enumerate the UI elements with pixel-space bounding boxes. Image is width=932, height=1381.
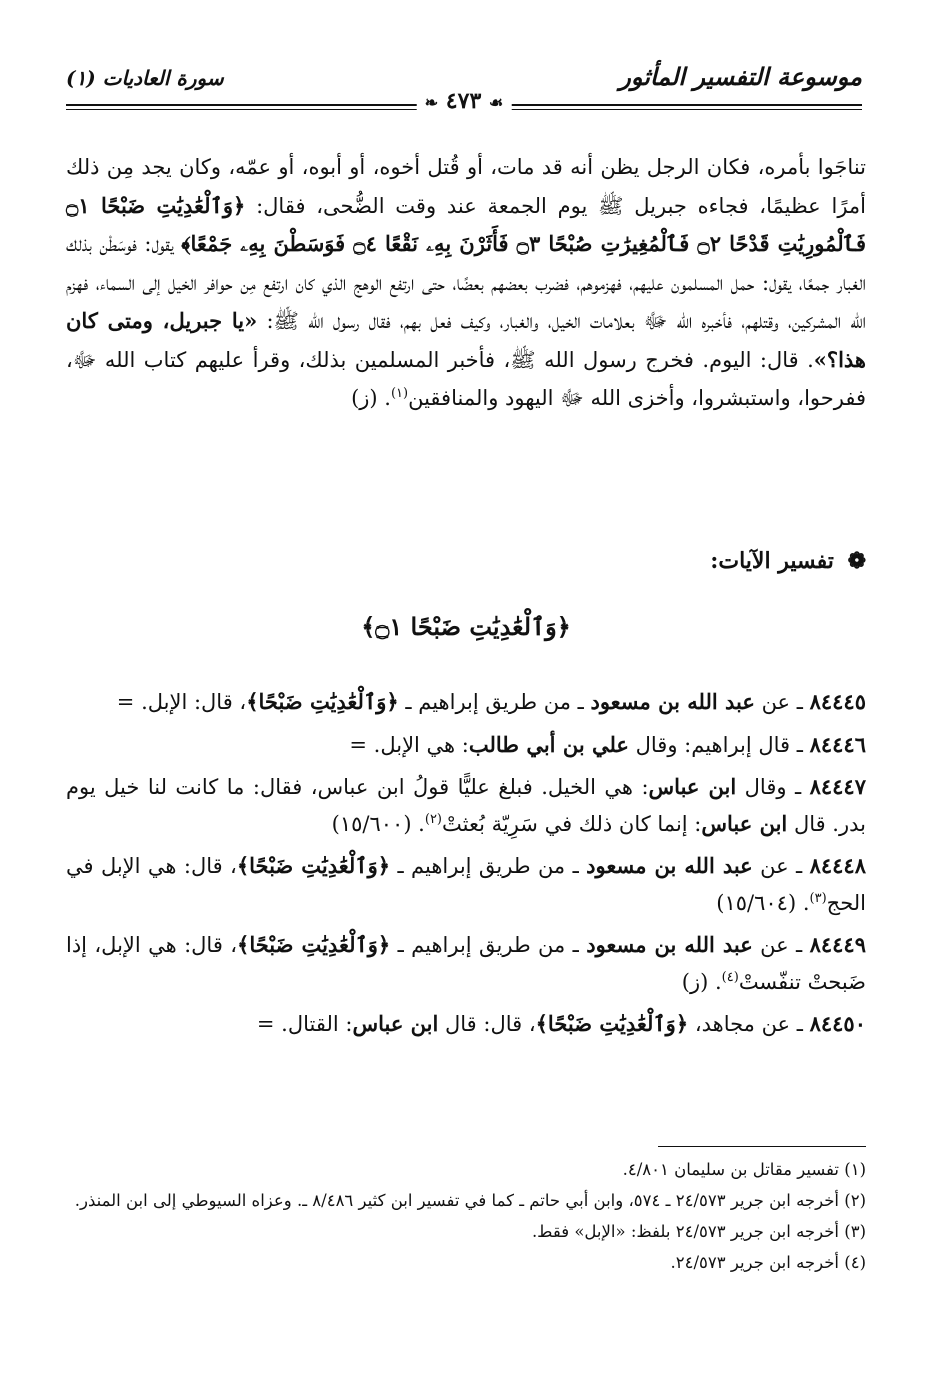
intro-text-1: تناجَوا بأمره، فكان الرجل يظن أنه قد مات، أو قُتل أخوه، أو أبوه، أو عمّه، وكان يجد مِن ذلك أمرًا عظيمًا، فجاءه جبريل ﷺ يوم الجمعة عند وقت الضُّحى، فقال: [66, 155, 866, 218]
footnote: (١) تفسير مقاتل بن سليمان ٤/٨٠١. [622, 1160, 866, 1179]
entry-number: ٨٤٤٤٥ [809, 689, 866, 714]
footnote-ref: (٣) [809, 890, 827, 906]
page-number: ٤٧٣ [445, 88, 482, 114]
prophet-quote: «يا جبريل، ومتى كان هذا؟» [66, 308, 866, 372]
quran-verses: ﴿وَٱلْعَٰدِيَٰتِ ضَبْحًا ۝١ فَٱلْمُورِيَٰتِ قَدْحًا ۝٢ فَٱلْمُغِيرَٰتِ صُبْحًا ۝٣ فَأَثَرْنَ بِهِۦ نَقْعًا ۝٤ فَوَسَطْنَ بِهِۦ جَمْعًا﴾ [66, 192, 866, 256]
entry-text: : إنما كان ذلك في سَرِيّة بُعثتْ [442, 811, 702, 836]
verse-quote: ﴿وَٱلْعَٰدِيَٰتِ ضَبْحًا﴾ [246, 689, 399, 714]
verse-quote: ﴿وَٱلْعَٰدِيَٰتِ ضَبْحًا﴾ [237, 932, 391, 957]
ornament-right-icon: ☙ [488, 93, 504, 112]
intro-text-2: يقول: فوسَطْن بذلك الغبار جمعًا، يقول: حمل المسلمون عليهم، فهزموهم، فضرب بعضهم بعضًا، حتى ارتفع الوهج الذي كان ارتفع مِن حوافر الخيل إلى السماء، فهزم الله المشركين، وقتلهم، فأخبره الله ﷻ بعلامات الخيل، والغبار، وكيف فعل بهم، فقال رسول الله ﷺ: [66, 232, 867, 333]
entry-text: ، قال: قال [438, 1012, 536, 1036]
narrator-name: عبد الله بن مسعود [586, 853, 753, 878]
entry-text: . (١٥/٦٠٤) [716, 890, 810, 915]
footnote: (٣) أخرجه ابن جرير ٢٤/٥٧٣ بلفظ: «الإبل» فقط. [531, 1222, 866, 1241]
entry-text: . (ز) [681, 969, 722, 994]
verse-quote: ﴿وَٱلْعَٰدِيَٰتِ ضَبْحًا﴾ [236, 853, 391, 878]
section-heading [710, 548, 866, 574]
intro-text-3: . قال: اليوم. فخرج رسول الله ﷺ، فأخبر المسلمين بذلك، وقرأ عليهم كتاب الله ﷻ، ففرحوا، واستبشروا، وأخزى الله ﷻ اليهود والمنافقين [66, 347, 866, 410]
footnote-ref: (٤) [721, 969, 739, 985]
footnote-ref: (٢) [424, 811, 442, 827]
entry-text: ـ قال إبراهيم: وقال [628, 732, 810, 757]
book-title: موسوعة التفسير المأثور [619, 62, 862, 91]
ornament-left-icon: ❧ [424, 93, 439, 112]
page-number-box [417, 88, 512, 114]
narrator-name: عبد الله بن مسعود [590, 689, 755, 714]
footnote: (٤) أخرجه ابن جرير ٢٤/٥٧٣. [670, 1253, 866, 1272]
entry-text: . (١٥/٦٠٠) [331, 811, 425, 836]
narrator-name: عبد الله بن مسعود [586, 932, 753, 957]
entry-text: ـ من طريق إبراهيم ـ [390, 933, 587, 957]
entry-text: ـ من طريق إبراهيم ـ [398, 690, 591, 714]
narrator-name: ابن عباس [648, 774, 737, 799]
entry-text: ـ عن مجاهد، [688, 1012, 810, 1036]
entry-text: ـ وقال [736, 775, 810, 799]
entry-number: ٨٤٤٤٦ [809, 731, 866, 757]
entry-number: ٨٤٤٤٨ [809, 853, 866, 878]
list-item [66, 848, 866, 921]
entry-number: ٨٤٤٤٧ [809, 774, 866, 799]
entry-text: ـ عن [752, 854, 810, 878]
narrations-list [66, 684, 866, 1049]
entry-text: ، قال: هي الإبل، إذا ضَبحتْ تنفّستْ [66, 933, 866, 994]
entry-number: ٨٤٤٥٠ [809, 1011, 866, 1036]
list-item [66, 769, 866, 842]
entry-text: ـ عن [754, 690, 810, 714]
page-header [66, 60, 862, 114]
footnote: (٢) أخرجه ابن جرير ٢٤/٥٧٣ ـ ٥٧٤، وابن أبي حاتم ـ كما في تفسير ابن كثير ٨/٤٨٦ ـ. وعزاه السيوطي إلى ابن المنذر. [74, 1191, 866, 1210]
footnotes [66, 1156, 866, 1280]
entry-text: : هي الإبل. = [349, 732, 469, 757]
narrator-name: ابن عباس [701, 810, 788, 836]
narrator-name: ابن عباس [352, 1011, 439, 1036]
list-item [66, 1006, 866, 1043]
surah-title: سورة العاديات (١) [66, 66, 224, 90]
verse-quote: ﴿وَٱلْعَٰدِيَٰتِ ضَبْحًا﴾ [535, 1011, 689, 1036]
entry-text: ، قال: الإبل. = [116, 690, 247, 714]
list-item [66, 684, 866, 721]
list-item [66, 727, 866, 764]
intro-paragraph [66, 148, 866, 418]
flower-icon: ❁ [847, 548, 866, 574]
ayah-heading: ﴿وَٱلْعَٰدِيَٰتِ ضَبْحًا ۝١﴾ [361, 612, 571, 641]
footnote-divider [658, 1146, 866, 1147]
section-title: تفسير الآيات: [710, 548, 834, 574]
narrator-name: علي بن أبي طالب [468, 731, 629, 757]
entry-text: : القتال. = [256, 1012, 353, 1036]
entry-text: ، قال: هي الإبل في الحج [66, 854, 866, 915]
entry-text: : هي الخيل. فبلغ عليًّا قولُ ابن عباس، فقال: ما كانت لنا خيل يوم بدر. قال [66, 775, 866, 836]
footnote-ref: (١) [390, 386, 409, 401]
entry-number: ٨٤٤٤٩ [809, 932, 866, 957]
intro-text-4: . (ز) [351, 386, 391, 410]
entry-text: ـ عن [752, 933, 810, 957]
list-item [66, 927, 866, 1000]
entry-text: ـ من طريق إبراهيم ـ [390, 854, 587, 878]
